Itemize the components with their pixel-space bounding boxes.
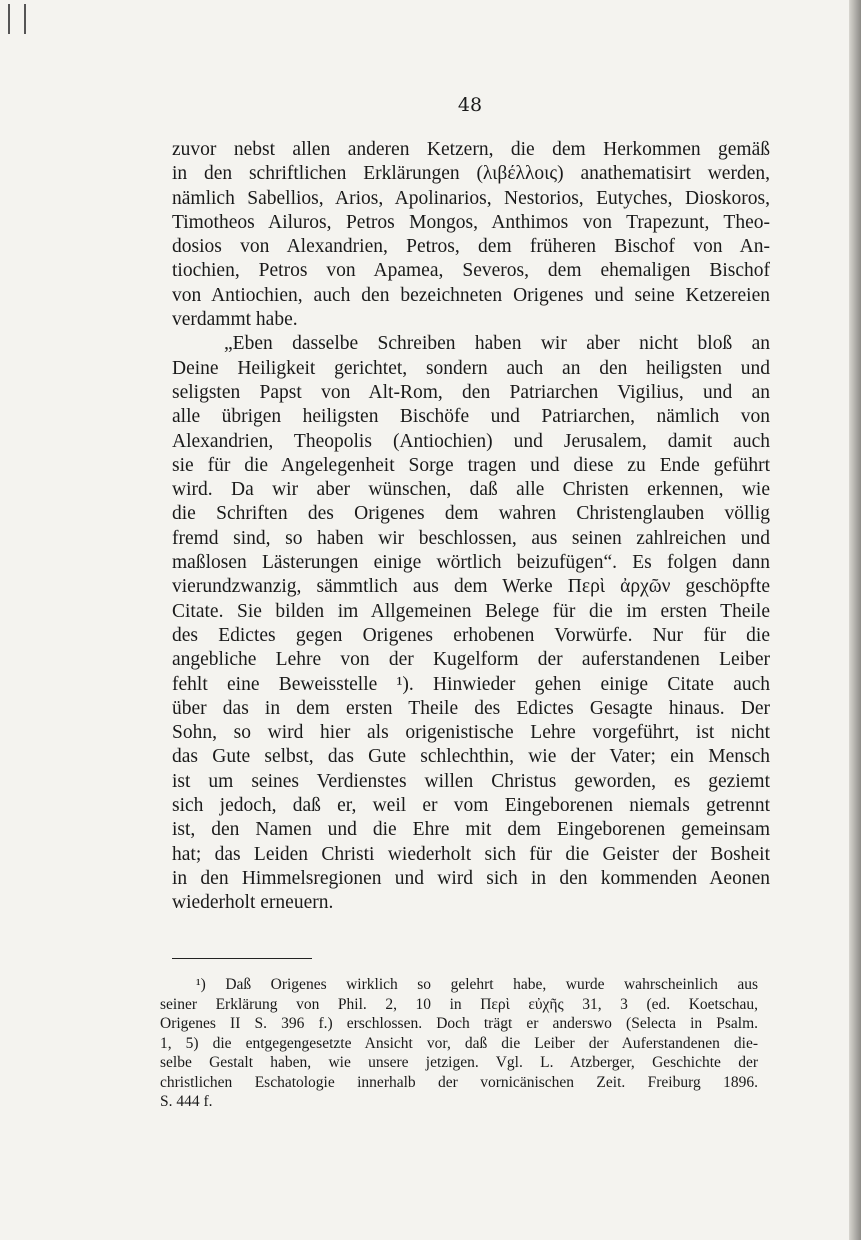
text-line: seligsten Papst von Alt-Rom, den Patriarchen Vigilius, und an xyxy=(172,381,770,403)
text-line: sich jedoch, daß er, weil er vom Eingeborenen niemals getrennt xyxy=(172,795,770,817)
text-line: Citate. Sie bilden im Allgemeinen Belege für die im ersten Theile xyxy=(172,600,770,622)
text-line: Deine Heiligkeit gerichtet, sondern auch an den heiligsten und xyxy=(172,357,770,379)
page-edge xyxy=(849,0,861,1240)
footnote-line: christlichen Eschatologie innerhalb der vornicänischen Zeit. Freiburg 1896. xyxy=(160,1073,758,1091)
text-line: verdammt habe. xyxy=(172,309,298,331)
page-number: 48 xyxy=(457,94,483,116)
text-line: dosios von Alexandrien, Petros, dem früheren Bischof von An- xyxy=(172,236,770,258)
footnote-line: ¹) Daß Origenes wirklich so gelehrt habe, wurde wahrscheinlich aus xyxy=(196,976,758,993)
text-line: alle übrigen heiligsten Bischöfe und Patriarchen, nämlich von xyxy=(172,406,770,428)
text-line: über das in dem ersten Theile des Edictes Gesagte hinaus. Der xyxy=(172,697,770,719)
text-line: vierundzwanzig, sämmtlich aus dem Werke Περὶ ἀρχῶν geschöpfte xyxy=(172,576,770,598)
text-line: in den schriftlichen Erklärungen (λιβέλλοις) anathematisirt werden, xyxy=(172,163,770,185)
text-line: tiochien, Petros von Apamea, Severos, dem ehemaligen Bischof xyxy=(172,260,770,282)
footnote xyxy=(160,975,758,1112)
footnote-line: S. 444 f. xyxy=(160,1093,213,1110)
text-line: sie für die Angelegenheit Sorge tragen und diese zu Ende geführt xyxy=(172,454,770,476)
text-line: fremd sind, so haben wir beschlossen, aus seinen zahlreichen und xyxy=(172,527,770,549)
body-text xyxy=(172,138,770,916)
text-line: die Schriften des Origenes dem wahren Christenglauben völlig xyxy=(172,503,770,525)
footnote-line: Origenes II S. 396 f.) erschlossen. Doch trägt er anderswo (Selecta in Psalm. xyxy=(160,1015,758,1032)
text-line: wird. Da wir aber wünschen, daß alle Christen erkennen, wie xyxy=(172,479,770,501)
footnote-line: seiner Erklärung von Phil. 2, 10 in Περὶ εὐχῆς 31, 3 (ed. Koetschau, xyxy=(160,995,758,1013)
text-line: zuvor nebst allen anderen Ketzern, die dem Herkommen gemäß xyxy=(172,139,770,160)
text-line: Sohn, so wird hier als origenistische Lehre vorgeführt, ist nicht xyxy=(172,722,770,744)
text-line: in den Himmelsregionen und wird sich in den kommenden Aeonen xyxy=(172,867,770,889)
footnote-line: selbe Gestalt haben, wie unsere jetzigen. Vgl. L. Atzberger, Geschichte der xyxy=(160,1054,758,1071)
text-line: wiederholt erneuern. xyxy=(172,892,334,914)
footnote-line: 1, 5) die entgegengesetzte Ansicht vor, daß die Leiber der Auferstandenen die- xyxy=(160,1034,758,1052)
text-line: Timotheos Ailuros, Petros Mongos, Anthimos von Trapezunt, Theo- xyxy=(172,211,770,233)
text-line: fehlt eine Beweisstelle ¹). Hinwieder gehen einige Citate auch xyxy=(172,673,770,695)
text-line: ist um seines Verdienstes willen Christus geworden, es geziemt xyxy=(172,770,770,792)
text-line: angebliche Lehre von der Kugelform der auferstandenen Leiber xyxy=(172,649,770,671)
text-line: das Gute selbst, das Gute schlechthin, wie der Vater; ein Mensch xyxy=(172,746,770,768)
text-line: von Antiochien, auch den bezeichneten Origenes und seine Ketzereien xyxy=(172,284,770,306)
text-line: maßlosen Lästerungen einige wörtlich beizufügen“. Es folgen dann xyxy=(172,552,770,574)
text-line: hat; das Leiden Christi wiederholt sich für die Geister der Bosheit xyxy=(172,843,770,865)
text-line: Alexandrien, Theopolis (Antiochien) und Jerusalem, damit auch xyxy=(172,430,770,452)
text-line: nämlich Sabellios, Arios, Apolinarios, Nestorios, Eutyches, Dioskoros, xyxy=(172,187,770,209)
text-line: „Eben dasselbe Schreiben haben wir aber nicht bloß an xyxy=(224,333,770,355)
text-line: ist, den Namen und die Ehre mit dem Eingeborenen gemeinsam xyxy=(172,819,770,841)
footnote-divider xyxy=(172,958,312,959)
text-line: des Edictes gegen Origenes erhobenen Vorwürfe. Nur für die xyxy=(172,624,770,646)
scan-edge-mark xyxy=(8,4,26,34)
